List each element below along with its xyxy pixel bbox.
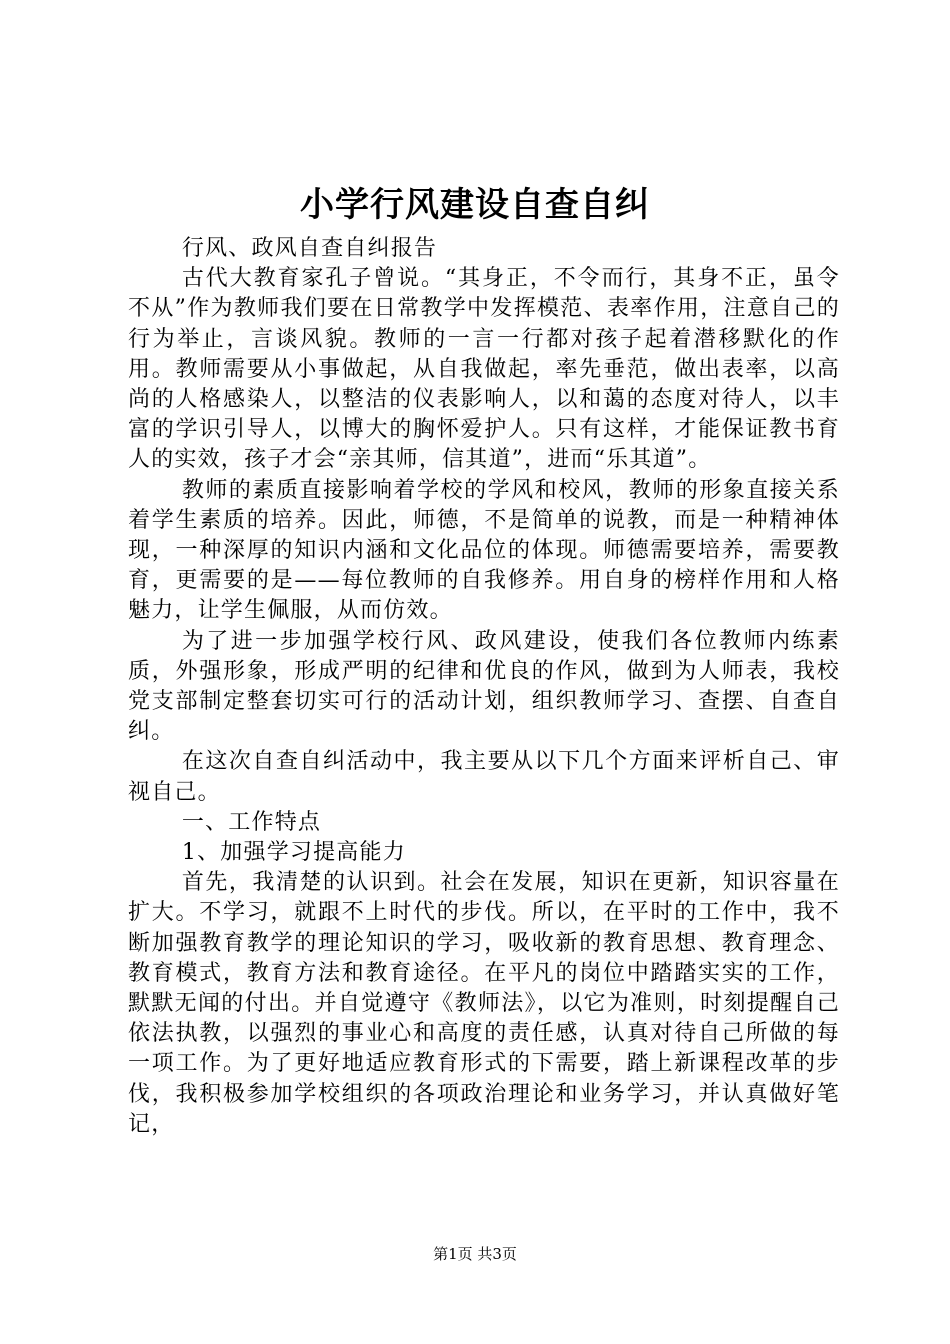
body-paragraph: 为了进一步加强学校行风、政风建设，使我们各位教师内练素质，外强形象，形成严明的纪律和优良的作风，做到为人师表，我校党支部制定整套切实可行的活动计划，组织教师学习、查摆、自查自纠。 [128,628,840,745]
subsection-heading: 1、加强学习提高能力 [181,840,406,866]
body-paragraph: 古代大教育家孔子曾说。“其身正，不令而行，其身不正，虽令不从”作为教师我们要在日常教学中发挥模范、表率作用，注意自己的行为举止，言谈风貌。教师的一言一行都对孩子起着潜移默化的作用。教师需要从小事做起，从自我做起，率先垂范，做出表率，以高尚的人格感染人，以整洁的仪表影响人，以和蔼的态度对待人，以丰富的学识引导人，以博大的胸怀爱护人。只有这样，才能保证教书育人的实效，孩子才会“亲其师，信其道”，进而“乐其道”。 [128,266,840,473]
document-title: 小学行风建设自查自纠 [300,185,650,225]
body-paragraph: 在这次自查自纠活动中，我主要从以下几个方面来评析自己、审视自己。 [128,749,840,805]
subtitle-paragraph: 行风、政风自查自纠报告 [181,236,438,261]
page-footer: 第1页 共3页 [433,1245,517,1263]
body-paragraph: 首先，我清楚的认识到。社会在发展，知识在更新，知识容量在扩大。不学习，就跟不上时代的步伐。所以，在平时的工作中，我不断加强教育教学的理论知识的学习，吸收新的教育思想、教育理念、教育模式，教育方法和教育途径。在平凡的岗位中踏踏实实的工作，默默无闻的付出。并自觉遵守《教师法》，以它为准则，时刻提醒自己依法执教，以强烈的事业心和高度的责任感，认真对待自己所做的每一项工作。为了更好地适应教育形式的下需要，踏上新课程改革的步伐，我积极参加学校组织的各项政治理论和业务学习，并认真做好笔记， [128,870,840,1137]
document-body [128,234,840,1140]
section-heading: 一、工作特点 [181,809,322,835]
body-paragraph: 教师的素质直接影响着学校的学风和校风，教师的形象直接关系着学生素质的培养。因此，师德，不是简单的说教，而是一种精神体现，一种深厚的知识内涵和文化品位的体现。师德需要培养，需要教育，更需要的是——每位教师的自我修养。用自身的榜样作用和人格魅力，让学生佩服，从而仿效。 [128,477,840,624]
